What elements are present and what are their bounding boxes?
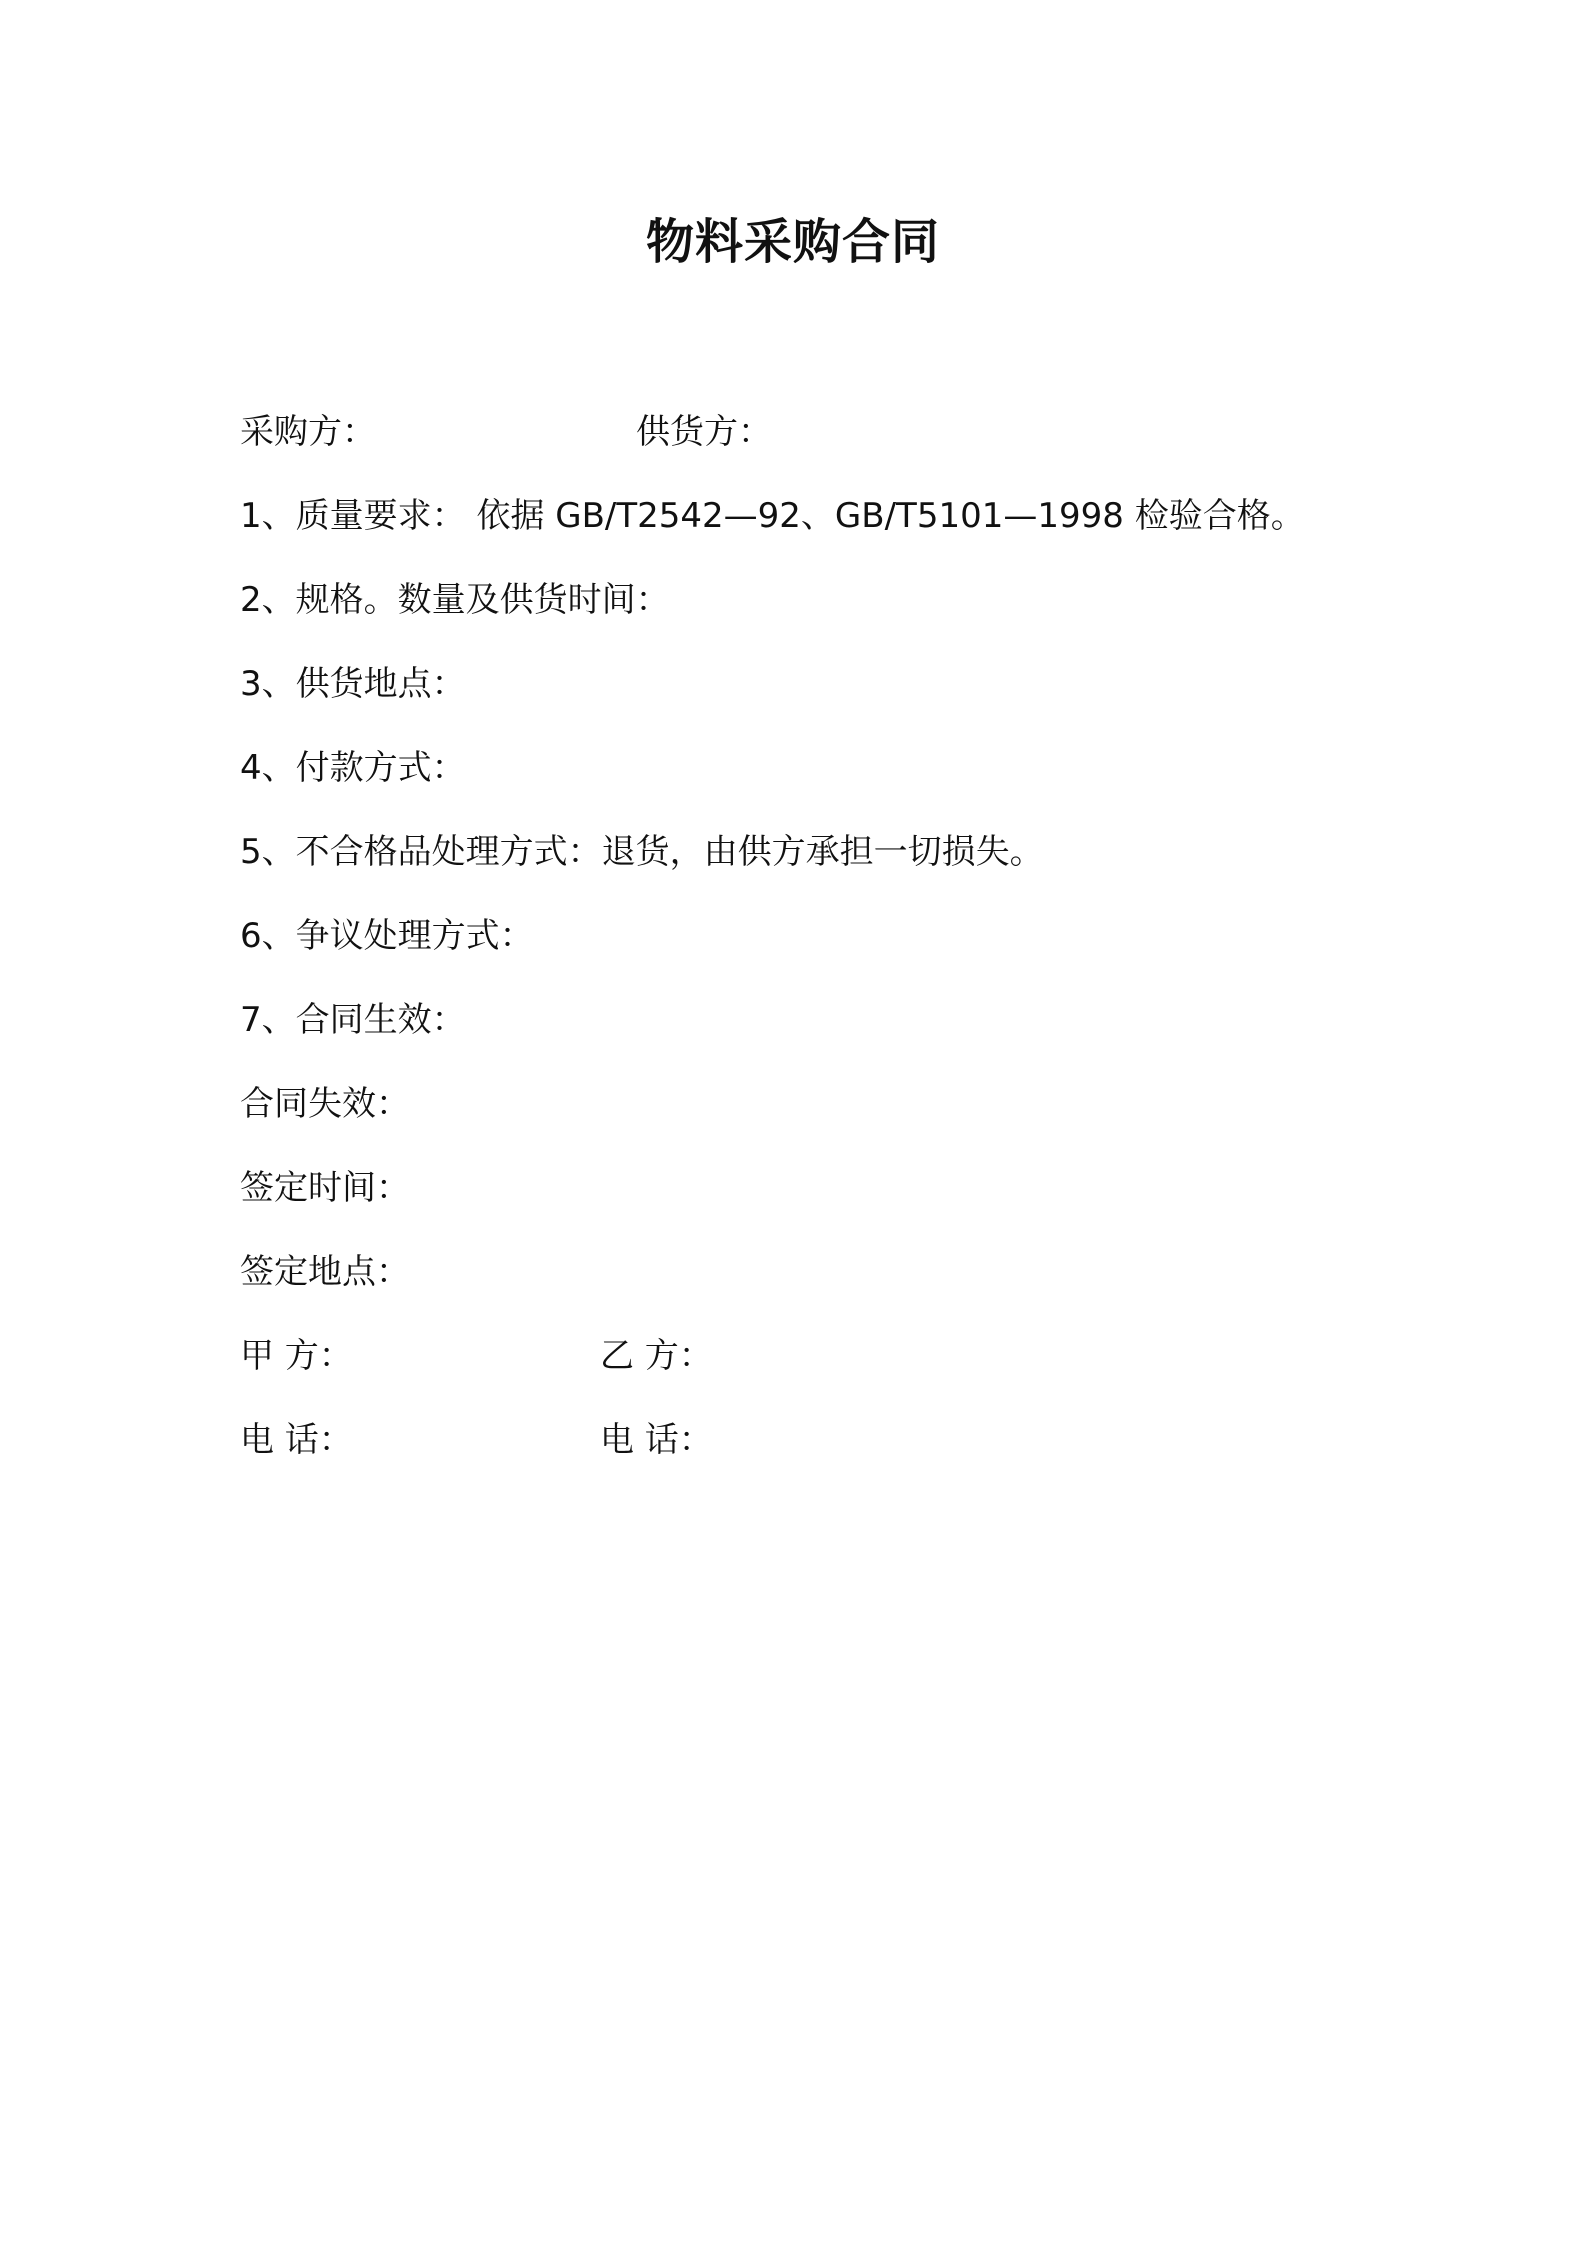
clause-nonconforming: 5、不合格品处理方式：退货，由供方承担一切损失。 <box>240 832 1044 872</box>
clause-spec-quantity: 2、规格。数量及供货时间： <box>240 580 670 620</box>
party-b-label: 乙 方： <box>600 1336 713 1376</box>
phone-a-label: 电 话： <box>240 1420 353 1460</box>
supplier-label: 供货方： <box>636 412 772 452</box>
clause-effective: 7、合同生效： <box>240 1000 466 1040</box>
buyer-label: 采购方： <box>240 412 376 452</box>
clause-quality: 1、质量要求： 依据 GB/T2542—92、GB/T5101—1998 检验合格。 <box>240 496 1305 536</box>
clause-dispute: 6、争议处理方式： <box>240 916 534 956</box>
clause-expiry: 合同失效： <box>240 1084 410 1124</box>
clause-delivery-place: 3、供货地点： <box>240 664 466 704</box>
party-a-label: 甲 方： <box>240 1336 353 1376</box>
clause-sign-date: 签定时间： <box>240 1168 410 1208</box>
clause-payment: 4、付款方式： <box>240 748 466 788</box>
clause-sign-place: 签定地点： <box>240 1252 410 1292</box>
phone-b-label: 电 话： <box>600 1420 713 1460</box>
document-title: 物料采购合同 <box>645 214 940 270</box>
